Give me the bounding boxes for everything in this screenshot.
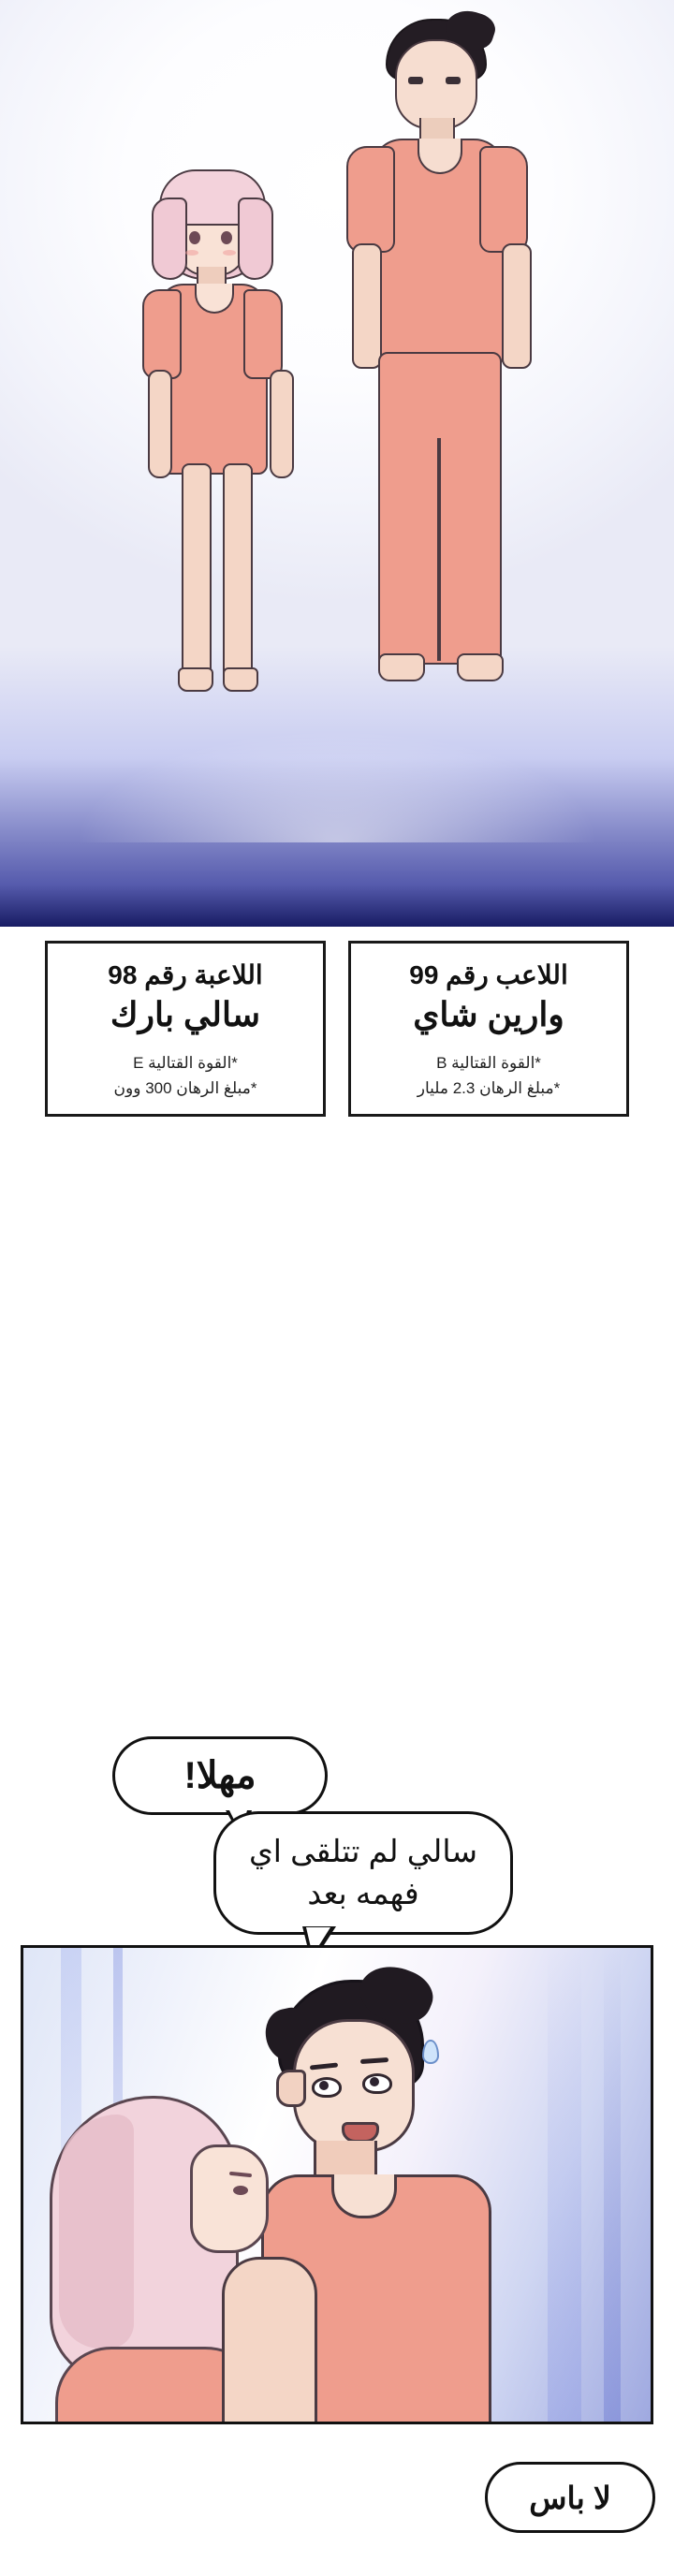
girl-sleeve-right [243, 289, 283, 379]
closeup-arm [222, 2257, 317, 2424]
boy-foot-right [457, 653, 504, 681]
girl-eye-left [189, 231, 200, 244]
player-card-98 [45, 941, 326, 1117]
speech-bubble-text: لا باس [529, 2480, 611, 2515]
closeup-girl-eye [233, 2186, 248, 2195]
boy-eye-left [408, 77, 423, 84]
player-cards [0, 941, 674, 1117]
boy-sleeve-left [346, 146, 395, 253]
girl-leg-right [223, 463, 253, 682]
standing-characters-panel [0, 0, 674, 927]
speech-bubble-reply [485, 2462, 655, 2533]
girl-arm-right [270, 370, 294, 478]
player-card-99 [348, 941, 629, 1117]
closeup-girl-hair-shade [59, 2115, 134, 2349]
boy-pants [378, 352, 502, 665]
girl-foot-right [223, 667, 258, 692]
player-number: اللاعبة رقم 98 [108, 960, 263, 989]
girl-foot-left [178, 667, 213, 692]
girl-arm-left [148, 370, 172, 478]
speech-bubble-dialogue [213, 1811, 513, 1935]
character-boy [337, 19, 552, 861]
player-name: وارين شاي [413, 995, 564, 1033]
background-streak [604, 1948, 621, 2422]
player-stats [61, 1050, 310, 1101]
girl-hair-right [238, 198, 273, 280]
speech-bubble-text: مهلا! [183, 1755, 256, 1796]
boy-arm-right [502, 243, 532, 369]
speech-bubble-text: سالي لم تتلقى اي فهمه بعد [248, 1834, 478, 1910]
sweat-drop-icon [422, 2040, 439, 2064]
girl-hair-left [152, 198, 187, 280]
character-girl [140, 173, 300, 856]
girl-blush-right [223, 250, 236, 256]
girl-blush-left [185, 250, 198, 256]
girl-leg-left [182, 463, 212, 682]
girl-sleeve-left [142, 289, 182, 379]
boy-arm-left [352, 243, 382, 369]
player-stat-bet: *مبلغ الرهان 300 وون [113, 1079, 257, 1098]
player-name: سالي بارك [110, 995, 261, 1033]
girl-eye-right [221, 231, 232, 244]
player-stat-bet: *مبلغ الرهان 2.3 مليار [417, 1079, 561, 1098]
closeup-panel [21, 1945, 653, 2424]
closeup-boy-ear [276, 2070, 306, 2107]
boy-foot-left [378, 653, 425, 681]
boy-sleeve-right [479, 146, 528, 253]
player-number: اللاعب رقم 99 [409, 960, 568, 989]
player-stat-power: *القوة القتالية E [133, 1054, 238, 1072]
boy-eye-right [446, 77, 461, 84]
boy-face [395, 39, 477, 129]
closeup-girl-face [190, 2144, 269, 2253]
closeup-boy-pupil-left [319, 2081, 329, 2090]
player-stats [364, 1050, 613, 1101]
player-stat-power: *القوة القتالية B [436, 1054, 541, 1072]
closeup-boy-pupil-right [370, 2077, 379, 2086]
background-streak [548, 1948, 581, 2422]
closeup-boy-mouth [342, 2122, 379, 2143]
speech-bubble-exclamation [112, 1736, 328, 1815]
